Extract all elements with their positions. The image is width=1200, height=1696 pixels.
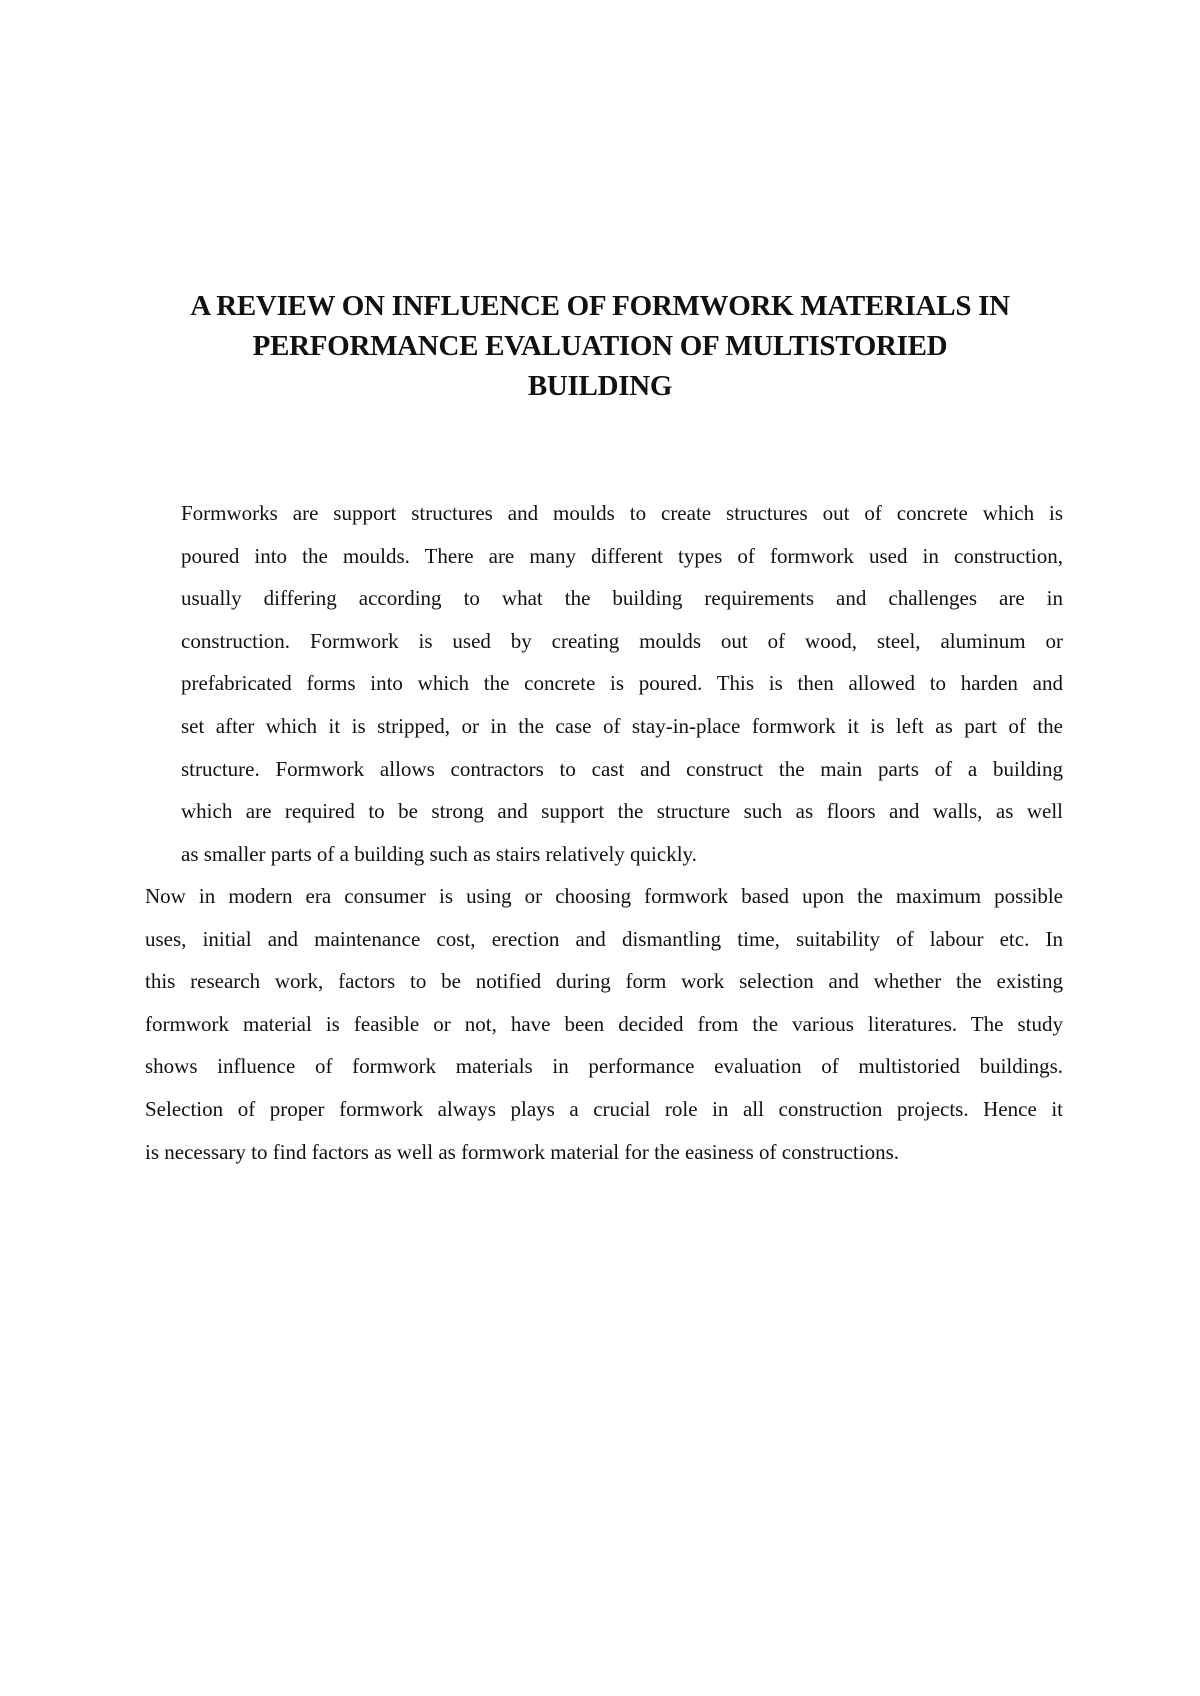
text-line: prefabricated forms into which the concrete is poured. This is then allowed to harden and (181, 671, 1063, 696)
abstract-paragraph-1 (181, 492, 1063, 875)
text-line: Now in modern era consumer is using or choosing formwork based upon the maximum possible (145, 884, 1063, 908)
text-line: formwork material is feasible or not, have been decided from the various literatures. The study (145, 1011, 1063, 1036)
text-line: construction. Formwork is used by creating moulds out of wood, steel, aluminum or (181, 628, 1063, 653)
title-line: PERFORMANCE EVALUATION OF MULTISTORIED (252, 330, 948, 362)
paper-title (130, 286, 1070, 406)
text-line: Selection of proper formwork always plays a crucial role in all construction projects. Hence it (145, 1096, 1063, 1121)
text-line: uses, initial and maintenance cost, erection and dismantling time, suitability of labour etc. In (145, 926, 1063, 951)
text-line: is necessary to find factors as well as formwork material for the easiness of constructions. (145, 1139, 900, 1164)
text-line: Formworks are support structures and moulds to create structures out of concrete which is (181, 501, 1063, 525)
text-line: set after which it is stripped, or in the case of stay-in-place formwork it is left as part of the (181, 713, 1063, 738)
text-line: structure. Formwork allows contractors to cast and construct the main parts of a building (181, 756, 1063, 781)
text-line: which are required to be strong and support the structure such as floors and walls, as well (181, 799, 1063, 824)
text-line: poured into the moulds. There are many different types of formwork used in construction, (181, 543, 1063, 568)
text-line: shows influence of formwork materials in performance evaluation of multistoried buildings. (145, 1054, 1063, 1079)
abstract-paragraph-2 (145, 875, 1063, 1173)
text-line: as smaller parts of a building such as stairs relatively quickly. (181, 841, 697, 866)
title-line: BUILDING (527, 370, 673, 402)
text-line: this research work, factors to be notified during form work selection and whether the existing (145, 969, 1063, 994)
title-line: A REVIEW ON INFLUENCE OF FORMWORK MATERIALS IN (190, 290, 1010, 322)
text-line: usually differing according to what the building requirements and challenges are in (181, 586, 1063, 611)
